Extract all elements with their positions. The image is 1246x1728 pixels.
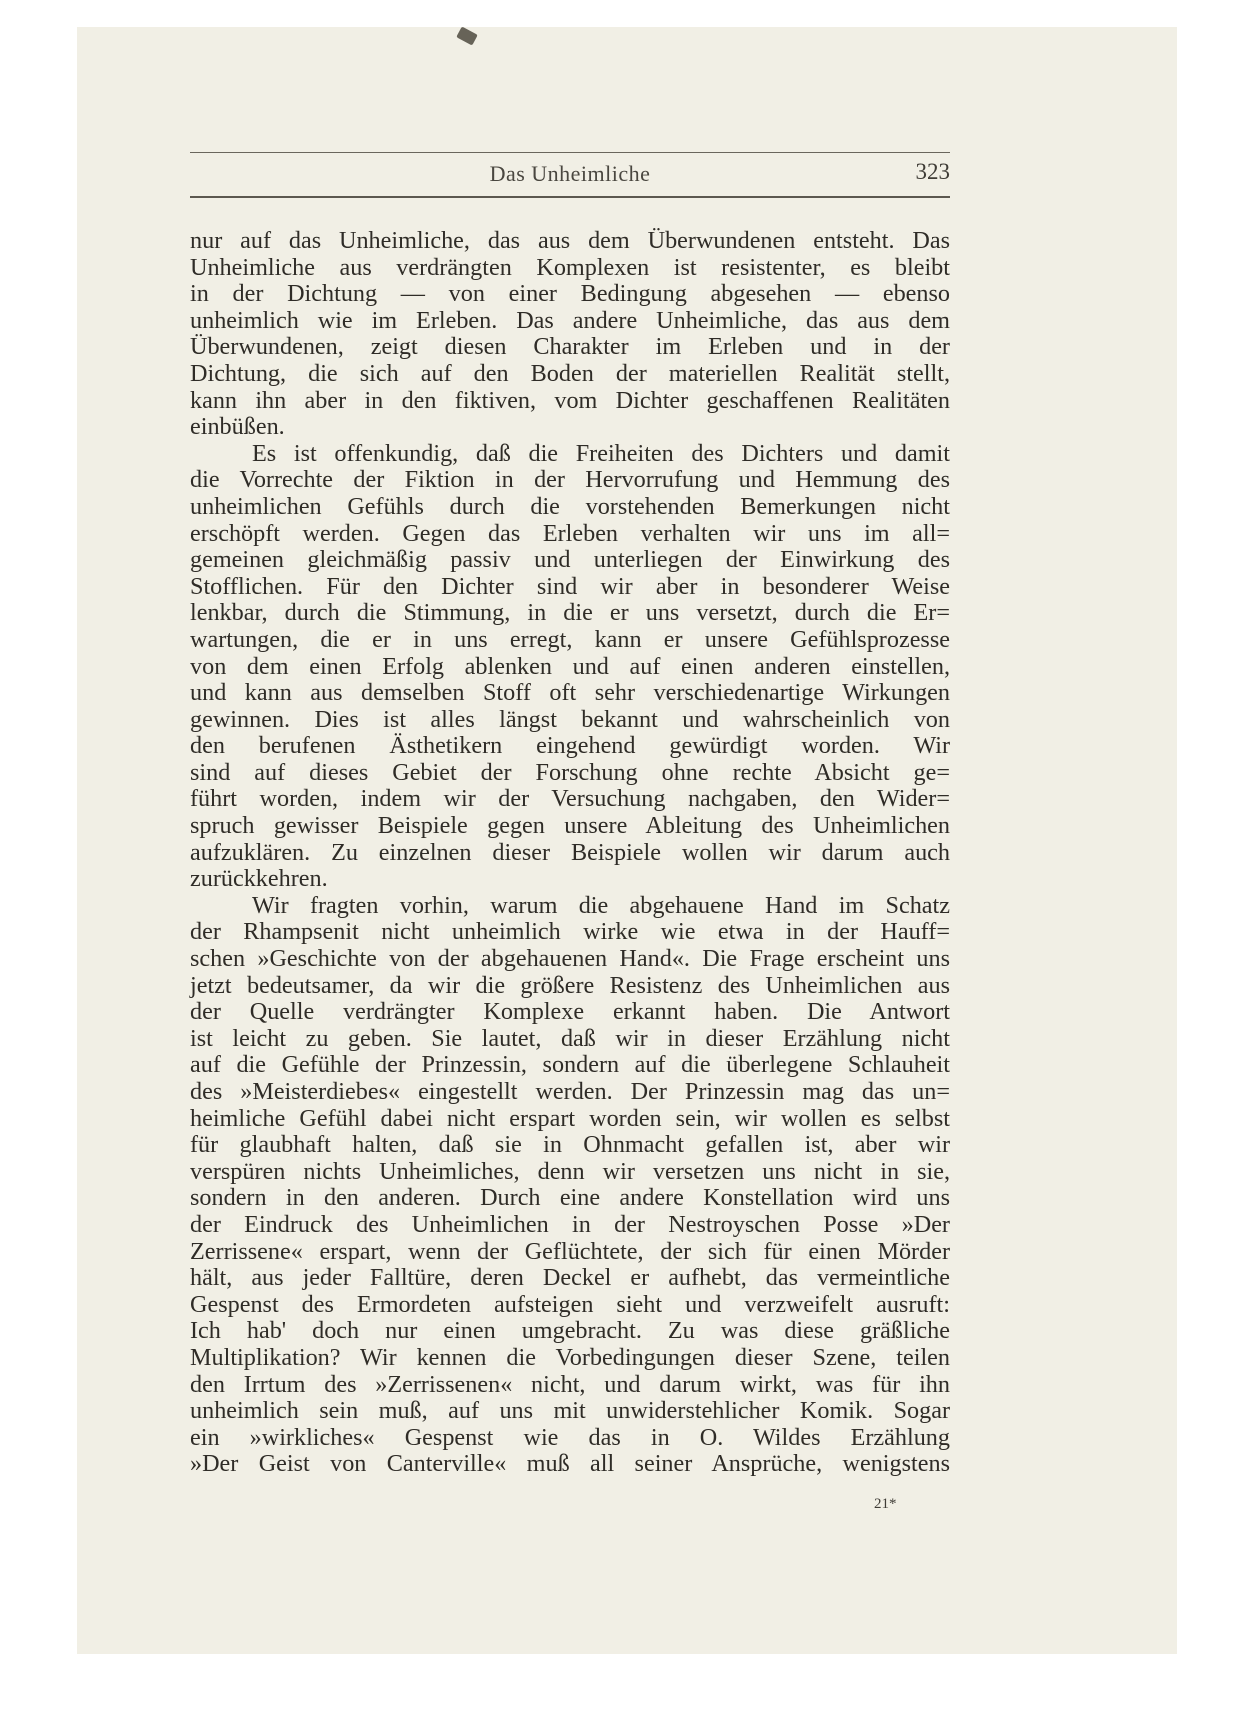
text-line: kann ihn aber in den fiktiven, vom Dichter geschaffenen Realitäten — [190, 386, 950, 414]
text-line: der Quelle verdrängter Komplexe erkannt haben. Die Antwort — [190, 998, 950, 1026]
text-line: von dem einen Erfolg ablenken und auf einen anderen einstellen, — [190, 652, 950, 680]
text-line: gewinnen. Dies ist alles längst bekannt und wahrscheinlich von — [190, 705, 950, 733]
text-line: hält, aus jeder Falltüre, deren Deckel er aufhebt, das vermeintliche — [190, 1264, 950, 1292]
text-line: lenkbar, durch die Stimmung, in die er uns versetzt, durch die Er= — [190, 599, 950, 627]
text-line: Überwundenen, zeigt diesen Charakter im Erleben und in der — [190, 333, 950, 361]
text-line: zurückkehren. — [190, 865, 328, 893]
text-line: sondern in den anderen. Durch eine andere Konstellation wird uns — [190, 1184, 950, 1212]
text-line: auf die Gefühle der Prinzessin, sondern auf die überlegene Schlauheit — [190, 1051, 950, 1079]
text-line: ein »wirkliches« Gespenst wie das in O. Wildes Erzählung — [190, 1423, 950, 1451]
running-title: Das Unheimliche — [489, 161, 651, 186]
text-line: Gespenst des Ermordeten aufsteigen sieht und verzweifelt ausruft: — [190, 1290, 950, 1318]
text-line: Dichtung, die sich auf den Boden der materiellen Realität stellt, — [190, 359, 950, 387]
paragraph-2 — [190, 441, 950, 893]
text-line: für glaubhaft halten, daß sie in Ohnmacht gefallen ist, aber wir — [190, 1131, 950, 1159]
text-line: in der Dichtung — von einer Bedingung abgesehen — ebenso — [190, 280, 950, 308]
paragraph-1 — [190, 228, 950, 441]
text-line: den berufenen Ästhetikern eingehend gewürdigt worden. Wir — [190, 732, 950, 760]
text-line: einbüßen. — [190, 413, 285, 441]
text-line: wartungen, die er in uns erregt, kann er unsere Gefühlsprozesse — [190, 625, 950, 653]
text-line: unheimlich sein muß, auf uns mit unwiderstehlicher Komik. Sogar — [190, 1397, 950, 1425]
paragraph-3 — [190, 893, 950, 1478]
text-line: erschöpft werden. Gegen das Erleben verhalten wir uns im all= — [190, 519, 950, 547]
text-line: schen »Geschichte von der abgehauenen Hand«. Die Frage erscheint uns — [190, 945, 950, 973]
text-line: »Der Geist von Canterville« muß all seiner Ansprüche, wenigstens — [190, 1450, 950, 1478]
text-line: nur auf das Unheimliche, das aus dem Überwundenen entsteht. Das — [190, 227, 950, 254]
running-header — [190, 152, 950, 198]
text-line: jetzt bedeutsamer, da wir die größere Resistenz des Unheimlichen aus — [190, 971, 950, 999]
text-line: verspüren nichts Unheimliches, denn wir versetzen uns nicht in sie, — [190, 1157, 950, 1185]
text-line: ist leicht zu geben. Sie lautet, daß wir in dieser Erzählung nicht — [190, 1024, 950, 1052]
text-line: Multiplikation? Wir kennen die Vorbedingungen dieser Szene, teilen — [190, 1343, 950, 1371]
text-line: spruch gewisser Beispiele gegen unsere Ableitung des Unheimlichen — [190, 812, 950, 840]
text-line: des »Meisterdiebes« eingestellt werden. Der Prinzessin mag das un= — [190, 1078, 950, 1105]
page-number: 323 — [915, 159, 950, 184]
text-line: Es ist offenkundig, daß die Freiheiten des Dichters und damit — [252, 439, 950, 467]
text-line: Wir fragten vorhin, warum die abgehauene Hand im Schatz — [252, 891, 950, 919]
text-line: heimliche Gefühl dabei nicht erspart worden sein, wir wollen es selbst — [190, 1104, 950, 1132]
text-line: Unheimliche aus verdrängten Komplexen ist resistenter, es bleibt — [190, 253, 950, 281]
text-line: Stofflichen. Für den Dichter sind wir aber in besonderer Weise — [190, 572, 950, 600]
text-line: aufzuklären. Zu einzelnen dieser Beispiele wollen wir darum auch — [190, 838, 950, 866]
text-line: Ich hab' doch nur einen umgebracht. Zu was diese gräßliche — [190, 1317, 950, 1345]
text-line: und kann aus demselben Stoff oft sehr verschiedenartige Wirkungen — [190, 679, 950, 707]
text-line: unheimlichen Gefühls durch die vorstehenden Bemerkungen nicht — [190, 492, 950, 520]
text-line: führt worden, indem wir der Versuchung nachgaben, den Wider= — [190, 785, 950, 813]
body-text — [190, 228, 950, 1478]
text-line: unheimlich wie im Erleben. Das andere Unheimliche, das aus dem — [190, 306, 950, 334]
text-line: den Irrtum des »Zerrissenen« nicht, und darum wirkt, was für ihn — [190, 1370, 950, 1398]
text-line: gemeinen gleichmäßig passiv und unterliegen der Einwirkung des — [190, 546, 950, 574]
text-line: der Eindruck des Unheimlichen in der Nestroyschen Posse »Der — [190, 1210, 950, 1238]
text-line: die Vorrechte der Fiktion in der Hervorrufung und Hemmung des — [190, 466, 950, 494]
text-line: Zerrissene« erspart, wenn der Geflüchtete, der sich für einen Mörder — [190, 1237, 950, 1265]
text-line: sind auf dieses Gebiet der Forschung ohne rechte Absicht ge= — [190, 758, 950, 786]
signature-mark: 21* — [874, 1496, 897, 1512]
text-line: der Rhampsenit nicht unheimlich wirke wie etwa in der Hauff= — [190, 918, 950, 946]
